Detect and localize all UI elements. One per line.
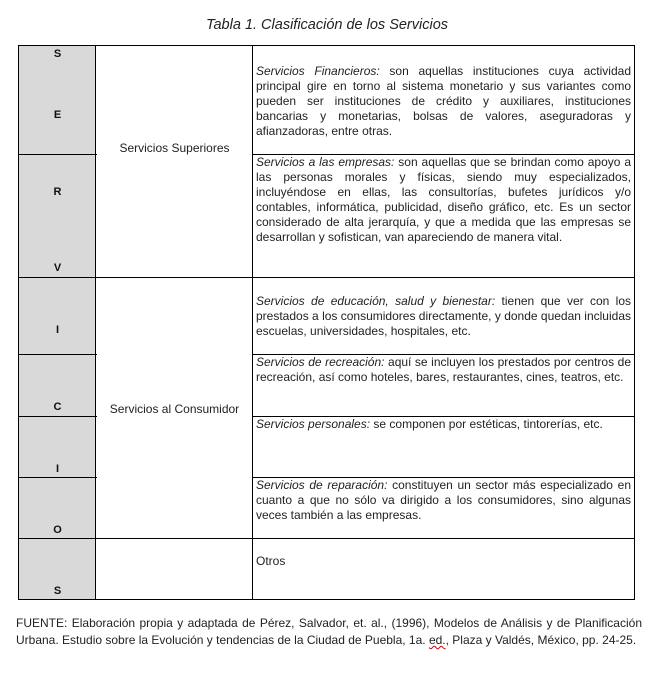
side-letter: V <box>53 262 62 274</box>
row-text: son aquellas que se brindan como apoyo a las personas morales y físicas, siendo muy especializados, incluyéndose en ellas, las consultorías, bufetes jurídicos y/o contables, informática, publicidad, diseño gráfico, etc. Es un sector considerado de alta jerarquía, y que a medida que las empresas se desarrollan y sofistican, van apareciendo de manera vital. <box>256 155 631 244</box>
row-term: Servicios Financieros: <box>256 64 380 78</box>
row-term: Servicios de recreación: <box>256 355 385 369</box>
side-letter: S <box>53 585 62 597</box>
row-text: son aquellas instituciones cuya actividad principal gire en torno al sistema monetario y sus variantes como pueden ser instituciones de crédito y auxiliares, instituciones bancarias y monetarias, bolsas de valores, aseguradoras y afianzadoras, entre otras. <box>256 64 631 138</box>
services-table <box>18 45 635 600</box>
row-servicios-empresas <box>256 155 631 245</box>
source-note <box>16 615 642 649</box>
row-divider <box>19 154 97 155</box>
side-letter: R <box>53 186 62 198</box>
row-text: tienen que ver con los prestados a los consumidores directamente, y donde quedan incluidas escuelas, universidades, hospitales, etc. <box>256 294 631 338</box>
column-divider <box>252 46 253 599</box>
source-text: FUENTE: Elaboración propia y adaptada de Pérez, Salvador, et. al., (1996), Modelos de Análisis y de Planificación Urbana. Estudio sobre la Evolución y tendencias de la Ciudad de Puebla, 1a. <box>16 616 642 647</box>
row-divider <box>19 277 634 278</box>
category-servicios-superiores: Servicios Superiores <box>119 141 230 155</box>
row-servicios-reparacion <box>256 478 631 523</box>
row-text: Otros <box>256 554 286 568</box>
row-divider <box>19 354 97 355</box>
row-text: se componen por estéticas, tintorerías, etc. <box>370 417 603 431</box>
row-term: Servicios personales: <box>256 417 371 431</box>
row-divider <box>19 538 634 539</box>
side-letter: O <box>53 524 62 536</box>
row-term: Servicios a las empresas: <box>256 155 395 169</box>
table-title: Tabla 1. Clasificación de los Servicios <box>205 17 449 33</box>
side-letter: E <box>53 109 62 121</box>
row-divider <box>19 416 97 417</box>
side-letter: S <box>53 48 62 60</box>
row-divider <box>19 477 97 478</box>
side-letter: I <box>55 463 60 475</box>
row-text: constituyen un sector más especializado en cuanto a que no sólo va dirigido a los consumidores, sino algunas veces también a las empresas. <box>256 478 631 522</box>
category-servicios-consumidor: Servicios al Consumidor <box>109 402 240 416</box>
row-term: Servicios de educación, salud y bienestar: <box>256 294 496 308</box>
side-letter: I <box>55 324 60 336</box>
row-otros <box>256 554 631 569</box>
row-text: aquí se incluyen los prestados por centros de recreación, así como hoteles, bares, restaurantes, cines, teatros, etc. <box>256 355 631 384</box>
row-servicios-personales <box>256 417 631 432</box>
row-term: Servicios de reparación: <box>256 478 388 492</box>
source-text-end: , Plaza y Valdés, México, pp. 24-25. <box>445 633 637 647</box>
source-edition: ed. <box>428 633 446 647</box>
side-letter: C <box>53 401 62 413</box>
services-letter-column <box>19 46 96 599</box>
row-servicios-financieros <box>256 64 631 139</box>
row-servicios-educacion <box>256 294 631 339</box>
row-servicios-recreacion <box>256 355 631 385</box>
